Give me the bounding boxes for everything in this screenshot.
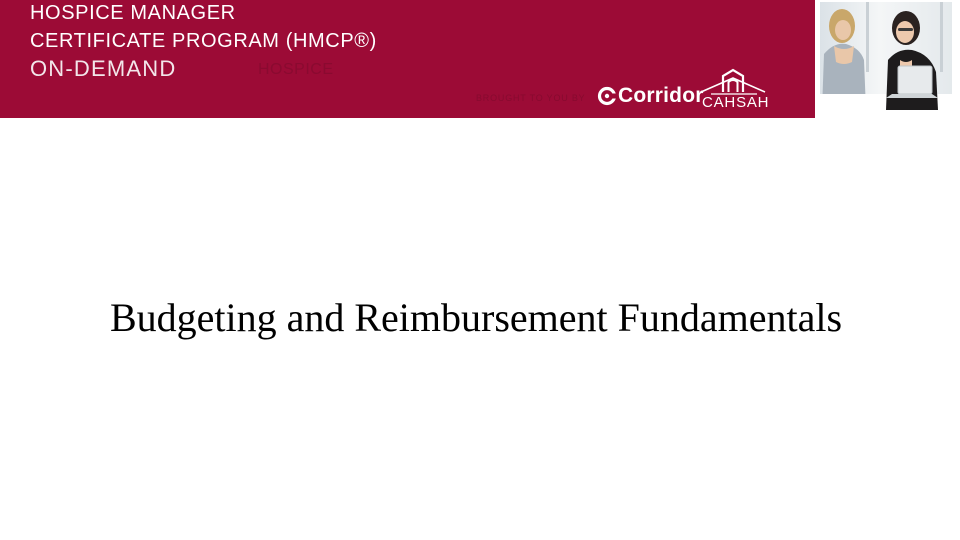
cahsah-logo-text: CAHSAH: [702, 94, 770, 111]
corridor-logo: [597, 82, 704, 110]
slide-title: Budgeting and Reimbursement Fundamentals: [109, 295, 843, 340]
brought-to-you-by-label: BROUGHT TO YOU BY: [476, 93, 586, 103]
corridor-logo-text: Corridor: [618, 84, 704, 107]
corridor-logo-icon: [597, 86, 617, 106]
two-women-at-laptop-photo: [820, 2, 952, 110]
program-title-line-2: CERTIFICATE PROGRAM (HMCP®): [30, 30, 377, 52]
house-roof-icon: [699, 68, 771, 96]
faint-hospice-text: HOSPICE: [258, 61, 334, 78]
cahsah-logo: [699, 68, 771, 114]
header-banner: [0, 0, 815, 118]
program-title-line-1: HOSPICE MANAGER: [30, 2, 236, 24]
program-format-label: ON-DEMAND: [30, 56, 177, 81]
